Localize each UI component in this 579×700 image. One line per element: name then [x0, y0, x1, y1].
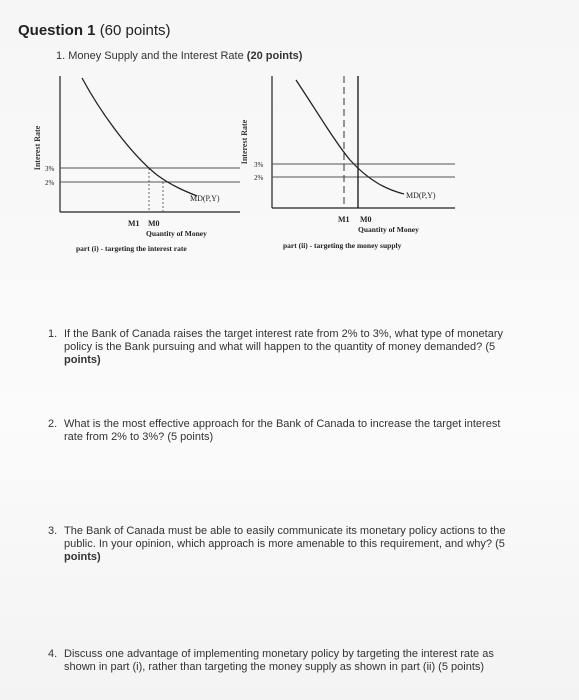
section-heading [56, 50, 302, 62]
demand-curve-label: MD(P,Y) [190, 194, 220, 203]
question-title-text: Question 1 [18, 22, 96, 39]
question-points: (60 points) [99, 22, 171, 39]
question-text-line: points) [64, 354, 101, 366]
question-text-line: rate from 2% to 3%? (5 points) [64, 431, 214, 443]
diagram-money-supply-target [230, 70, 460, 260]
question-text-line: public. In your opinion, which approach is more amenable to this requirement, and why? (5 [64, 538, 505, 550]
question-number: 2. [48, 418, 58, 430]
question-text-line: If the Bank of Canada raises the target interest rate from 2% to 3%, what type of monetary [64, 328, 504, 340]
question-text-line: Discuss one advantage of implementing monetary policy by targeting the interest rate as [64, 648, 494, 660]
question-number: 4. [48, 648, 58, 660]
question-text-line: policy is the Bank pursuing and what will happen to the quantity of money demanded? (5 [64, 341, 496, 353]
rate-2-label: 2% [254, 174, 264, 182]
section-heading-points: (20 points) [246, 50, 303, 62]
rate-2-label: 2% [45, 179, 55, 187]
x-axis-label: Quantity of Money [146, 229, 207, 238]
x-axis-label: Quantity of Money [358, 225, 419, 234]
rate-3-label: 3% [254, 161, 264, 169]
y-axis-label: Interest Rate [33, 125, 42, 171]
diagram-caption: part (ii) - targeting the money supply [283, 241, 402, 250]
demand-curve-label: MD(P,Y) [406, 191, 436, 200]
question-text-line: points) [64, 551, 101, 563]
diagram-interest-rate-target [22, 70, 242, 260]
m0-label: M0 [148, 219, 160, 228]
m0-label: M0 [360, 215, 372, 224]
question-number: 3. [48, 525, 58, 537]
rate-3-label: 3% [45, 165, 55, 173]
m1-label: M1 [338, 215, 350, 224]
question-text-line: What is the most effective approach for the Bank of Canada to increase the target interest [64, 418, 501, 430]
money-demand-curve [82, 78, 197, 196]
diagram-caption: part (i) - targeting the interest rate [76, 244, 187, 253]
question-text-line: The Bank of Canada must be able to easily communicate its monetary policy actions to the [64, 525, 506, 537]
section-heading-text: 1. Money Supply and the Interest Rate [56, 50, 244, 62]
question-title [18, 22, 171, 39]
question-number: 1. [48, 328, 58, 340]
m1-label: M1 [128, 219, 140, 228]
y-axis-label: Interest Rate [240, 119, 249, 165]
question-text-line: shown in part (i), rather than targeting the money supply as shown in part (ii) (5 points) [64, 661, 485, 673]
